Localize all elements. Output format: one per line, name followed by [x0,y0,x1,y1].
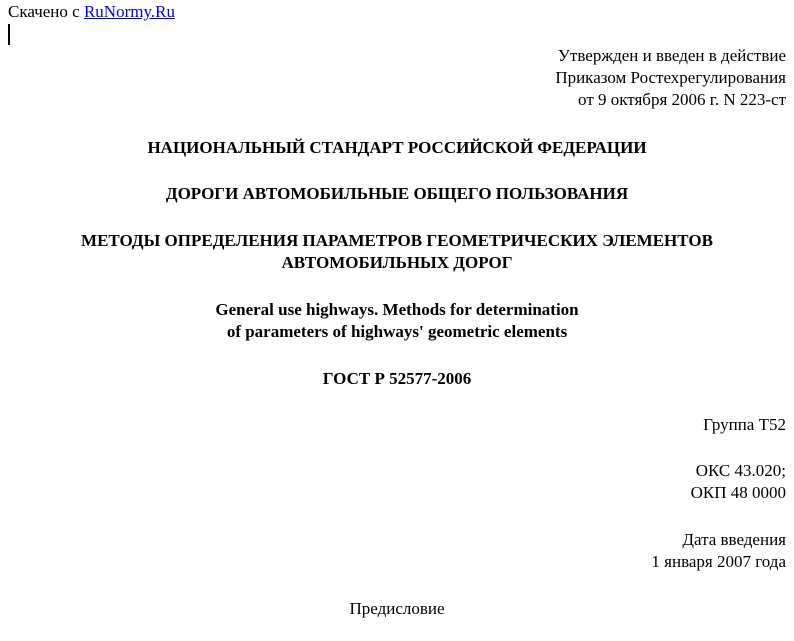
approval-line-2: Приказом Ростехрегулирования [555,68,786,87]
approval-line-3: от 9 октября 2006 г. N 223-ст [578,90,786,109]
okp-code: ОКП 48 0000 [690,483,786,502]
methods-title-line-2: АВТОМОБИЛЬНЫХ ДОРОГ [281,253,513,272]
approval-block [555,45,786,111]
source-prefix: Скачено с [8,2,80,21]
text-cursor [8,24,10,45]
methods-title-line-1: МЕТОДЫ ОПРЕДЕЛЕНИЯ ПАРАМЕТРОВ ГЕОМЕТРИЧЕСКИХ ЭЛЕМЕНТОВ [81,231,713,250]
classification-codes [691,460,786,504]
group-code: Группа Т52 [703,415,786,434]
source-line [8,1,175,23]
introduction-date-value: 1 января 2007 года [651,552,786,571]
introduction-date [651,529,786,573]
national-standard-title: НАЦИОНАЛЬНЫЙ СТАНДАРТ РОССИЙСКОЙ ФЕДЕРАЦИИ [147,138,647,157]
english-title [0,299,794,343]
approval-line-1: Утвержден и введен в действие [557,46,786,65]
methods-title [0,230,794,274]
english-title-line-1: General use highways. Methods for determination [215,300,579,319]
preface-heading: Предисловие [349,599,445,618]
introduction-label: Дата введения [682,530,786,549]
runormy-link[interactable]: RuNormy.Ru [83,2,175,21]
english-title-line-2: of parameters of highways' geometric elements [226,322,568,341]
roads-title: ДОРОГИ АВТОМОБИЛЬНЫЕ ОБЩЕГО ПОЛЬЗОВАНИЯ [165,184,629,203]
gost-number: ГОСТ Р 52577-2006 [322,369,472,388]
oks-code: ОКС 43.020; [695,461,786,480]
